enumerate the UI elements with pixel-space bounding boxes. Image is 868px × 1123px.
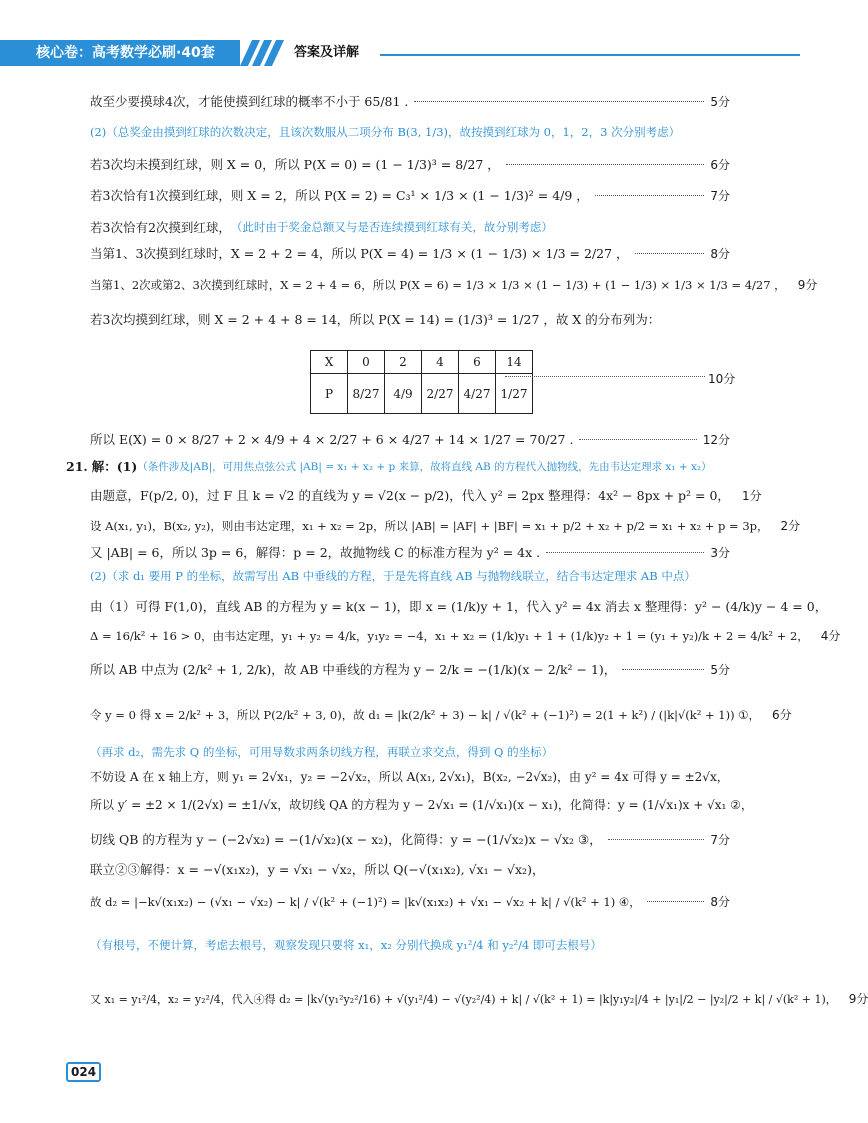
- answer-line: 当第1、2次或第2、3次摸到红球时，X = 2 + 4 = 6，所以 P(X = 6) = 1/3 × 1/3 × (1 − 1/3) + (1 − 1/3) × 1/3 × 1/3 = 4/27 ， 9分: [90, 277, 818, 292]
- answer-line: 若3次恰有1次摸到红球，则 X = 2，所以 P(X = 2) = C₃¹ × 1/3 × (1 − 1/3)² = 4/9 ， 7分: [90, 188, 730, 203]
- answer-line: 不妨设 A 在 x 轴上方，则 y₁ = 2√x₁，y₂ = −2√x₂，所以 A(x₁, 2√x₁)，B(x₂, −2√x₂)，由 y² = 4x 可得 y = ±2√x，: [90, 770, 729, 784]
- hint-line: （再求 d₂，需先求 Q 的坐标，可用导数求两条切线方程，再联立求交点，得到 Q 的坐标）: [90, 745, 554, 759]
- hint-line: (2)（总奖金由摸到红球的次数决定，且该次数服从二项分布 B(3, 1/3)，故按摸到红球为 0，1，2，3 次分别考虑）: [90, 125, 681, 139]
- book-title-bar: [0, 40, 240, 66]
- answer-line: 若3次均未摸到红球，则 X = 0，所以 P(X = 0) = (1 − 1/3)³ = 8/27 ， 6分: [90, 157, 730, 172]
- answer-line: 由题意，F(p/2, 0)，过 F 且 k = √2 的直线为 y = √2(x − p/2)，代入 y² = 2px 整理得：4x² − 8px + p² = 0， 1分: [90, 488, 762, 503]
- question-header: 21. 解：(1) （条件涉及|AB|，可用焦点弦公式 |AB| = x₁ + x₂ + p 来算，故将直线 AB 的方程代入抛物线，先由韦达定理求 x₁ + x₂）: [66, 458, 712, 474]
- score-points: 10分: [708, 372, 736, 386]
- answer-line: 所以 AB 中点为 (2/k² + 1, 2/k)，故 AB 中垂线的方程为 y − 2/k = −(1/k)(x − 2/k² − 1)， 5分: [90, 662, 730, 677]
- answer-line: 又 x₁ = y₁²/4，x₂ = y₂²/4，代入④得 d₂ = |k√(y₁²y₂²/16) + √(y₁²/4) − √(y₂²/4) + k| / √(k² + 1) = |k|y₁y₂|/4 + |y₁|/2 − |y₂|/2 + k| / √(k² + 1)， 9分: [90, 992, 868, 1006]
- answer-line: 设 A(x₁, y₁)，B(x₂, y₂)，则由韦达定理，x₁ + x₂ = 2p，所以 |AB| = |AF| + |BF| = x₁ + p/2 + x₂ + p/2 = x₁ + x₂ + p = 3p， 2分: [90, 518, 801, 533]
- answer-line: Δ = 16/k² + 16 > 0，由韦达定理，y₁ + y₂ = 4/k，y₁y₂ = −4，x₁ + x₂ = (1/k)y₁ + 1 + (1/k)y₂ + 1 = (y₁ + y₂)/k + 2 = 4/k² + 2， 4分: [90, 628, 841, 643]
- answer-line: 联立②③解得：x = −√(x₁x₂)，y = √x₁ − √x₂，所以 Q(−√(x₁x₂), √x₁ − √x₂)，: [90, 862, 545, 877]
- answer-line: 故 d₂ = |−k√(x₁x₂) − (√x₁ − √x₂) − k| / √(k² + (−1)²) = |k√(x₁x₂) + √x₁ − √x₂ + k| / √(k² + 1) ④， 8分: [90, 894, 730, 909]
- book-title: 核心卷：高考数学必刷·40套: [36, 45, 215, 61]
- score-leader-dots: [505, 376, 705, 377]
- hint-line: (2)（求 d₁ 要用 P 的坐标，故需写出 AB 中垂线的方程，于是先将直线 AB 与抛物线联立，结合韦达定理求 AB 中点）: [90, 569, 696, 583]
- answer-line: 若3次恰有2次摸到红球， （此时由于奖金总额又与是否连续摸到红球有关，故分别考虑）: [90, 220, 553, 235]
- answer-line: 切线 QB 的方程为 y − (−2√x₂) = −(1/√x₂)(x − x₂)，化简得：y = −(1/√x₂)x − √x₂ ③， 7分: [90, 832, 730, 847]
- answer-line: 令 y = 0 得 x = 2/k² + 3，所以 P(2/k² + 3, 0)，故 d₁ = |k(2/k² + 3) − k| / √(k² + (−1)²) = 2(1 + k²) / (|k|√(k² + 1)) ①， 6分: [90, 707, 792, 722]
- page-number: 024: [66, 1062, 101, 1082]
- answer-line: 所以 E(X) = 0 × 8/27 + 2 × 4/9 + 4 × 2/27 + 6 × 4/27 + 14 × 1/27 = 70/27 . 12分: [90, 432, 730, 447]
- distribution-table: [310, 350, 533, 414]
- answer-line: 又 |AB| = 6，所以 3p = 6，解得：p = 2，故抛物线 C 的标准方程为 y² = 4x . 3分: [90, 545, 730, 560]
- section-subtitle: 答案及详解: [294, 45, 360, 60]
- header-rule: [380, 54, 800, 56]
- answer-line: 若3次均摸到红球，则 X = 2 + 4 + 8 = 14，所以 P(X = 14) = (1/3)³ = 1/27 ，故 X 的分布列为：: [90, 312, 661, 327]
- table-row: X 0 2 4 6 14: [311, 351, 533, 374]
- answer-line: 由（1）可得 F(1,0)，直线 AB 的方程为 y = k(x − 1)，即 x = (1/k)y + 1，代入 y² = 4x 消去 x 整理得：y² − (4/k)y − 4 = 0，: [90, 599, 828, 614]
- hint-line: （有根号，不便计算，考虑去根号，观察发现只要将 x₁，x₂ 分别代换成 y₁²/4 和 y₂²/4 即可去根号）: [90, 938, 602, 952]
- table-row: P 8/27 4/9 2/27 4/27 1/27: [311, 374, 533, 414]
- answer-line: 当第1、3次摸到红球时，X = 2 + 2 = 4，所以 P(X = 4) = 1/3 × (1 − 1/3) × 1/3 = 2/27 ， 8分: [90, 246, 730, 261]
- answer-line: 故至少要摸球4次，才能使摸到红球的概率不小于 65/81 . 5分: [90, 94, 730, 109]
- answer-line: 所以 y′ = ±2 × 1/(2√x) = ±1/√x，故切线 QA 的方程为 y − 2√x₁ = (1/√x₁)(x − x₁)，化简得：y = (1/√x₁)x + √x₁ ②，: [90, 798, 753, 812]
